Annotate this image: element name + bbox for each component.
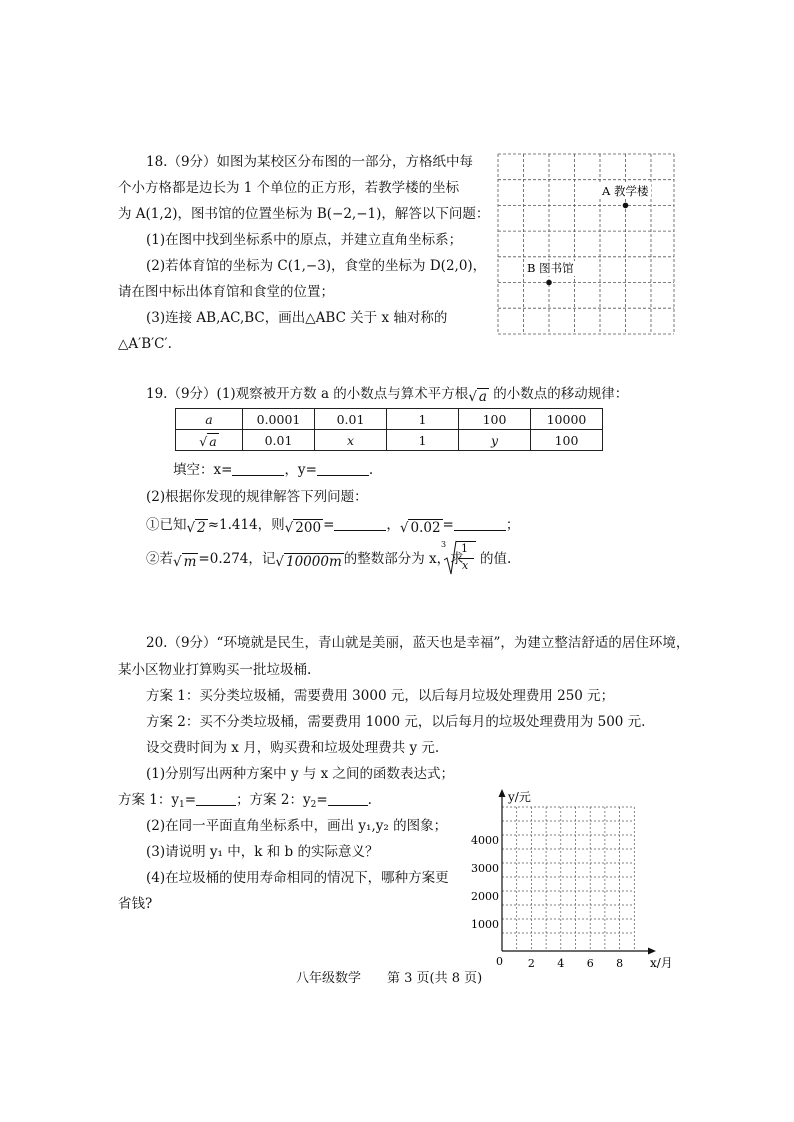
fill-y-label: ，y= xyxy=(284,462,317,478)
s1-text-a: ①已知 xyxy=(146,517,187,533)
y-tick-2000: 2000 xyxy=(471,890,499,903)
line7-end: . xyxy=(367,792,372,808)
campus-grid-figure xyxy=(496,152,676,337)
q19-sub2 xyxy=(146,550,464,571)
table-header-a: a xyxy=(176,409,243,430)
grid-lines xyxy=(498,154,674,334)
x-axis-arrow xyxy=(648,948,656,955)
sqrt-m-radicand: m xyxy=(183,554,197,570)
table-cell: x xyxy=(315,430,387,451)
q18-line-4: (1)在图中找到坐标系中的原点，并建立直角坐标系； xyxy=(146,232,463,248)
sqrt-10000m-radicand: 10000m xyxy=(286,554,342,570)
q18-line-6: 请在图中标出体育馆和食堂的位置； xyxy=(118,284,334,300)
sqrt-200-radicand: 200 xyxy=(295,520,322,536)
table-header-sqrt-a xyxy=(176,430,243,451)
blank-y1[interactable] xyxy=(196,792,236,806)
plan1-eq: = xyxy=(184,792,197,808)
grid-lines xyxy=(502,807,634,951)
plan2-y-label: ；方案 2：y xyxy=(236,792,311,808)
sqrt-0-02-radicand: 0.02 xyxy=(410,520,441,536)
y-tick-1000: 1000 xyxy=(471,918,499,931)
x-tick-8: 8 xyxy=(616,957,624,970)
x-tick-2: 2 xyxy=(527,957,535,970)
q18-line-7: (3)连接 AB,AC,BC，画出△ABC 关于 x 轴对称的 xyxy=(146,310,448,326)
q18-line-3: 为 A(1,2)，图书馆的位置坐标为 B(−2,−1)，解答以下问题： xyxy=(118,206,490,222)
point-b xyxy=(546,280,552,286)
table-cell: 0.01 xyxy=(315,409,387,430)
plan1-y-label: 方案 1：y xyxy=(118,792,180,808)
table-cell: 100 xyxy=(531,430,603,451)
s2-end: 的值. xyxy=(480,551,512,567)
q20-line-1: 20.（9分）“环境就是民生，青山就是美丽，蓝天也是幸福”，为建立整洁舒适的居住环境， xyxy=(146,635,690,651)
y-tick-3000: 3000 xyxy=(471,862,499,875)
sqrt-pattern-table xyxy=(175,408,603,451)
q18-line-1: 18.（9分）如图为某校区分布图的一部分，方格纸中每 xyxy=(146,154,474,170)
q19-part2: (2)根据你发现的规律解答下列问题： xyxy=(146,489,368,505)
sqrt-200: √ 200 xyxy=(284,520,322,536)
cube-root-index: 3 xyxy=(441,540,447,549)
label-b-library: B 图书馆 xyxy=(527,261,574,275)
table-row xyxy=(176,409,603,430)
table-cell: 100 xyxy=(459,409,531,430)
q19-sub1 xyxy=(146,516,519,537)
sqrt-2-radicand: 2 xyxy=(197,520,206,536)
q20-line-6: (1)分别写出两种方案中 y 与 x 之间的函数表达式； xyxy=(146,766,455,782)
sqrt-10000m: √ 10000m xyxy=(275,554,342,570)
sqrt-a-symbol: √ a xyxy=(468,389,487,405)
blank-y[interactable] xyxy=(317,462,369,476)
q19-intro-text-a: 19.（9分）(1)观察被开方数 a 的小数点与算术平方根 xyxy=(146,386,469,402)
radical-sign xyxy=(443,540,457,576)
sqrt-symbol: √ a xyxy=(199,434,217,449)
q19-intro xyxy=(146,385,628,406)
table-cell: y xyxy=(459,430,531,451)
page-footer: 八年级数学 第 3 页(共 8 页) xyxy=(296,971,483,986)
s1-comma: ， xyxy=(386,517,400,533)
blank-sqrt-0-02[interactable] xyxy=(454,517,506,531)
table-cell: 1 xyxy=(387,409,459,430)
cost-coordinate-grid xyxy=(470,785,673,970)
fill-x-label: 填空：x= xyxy=(173,462,233,478)
x-tick-6: 6 xyxy=(586,957,594,970)
s1-end: ； xyxy=(505,517,520,533)
cube-root-1-over-x xyxy=(441,540,481,576)
y-axis-arrow xyxy=(499,789,506,797)
q19-fill-line xyxy=(173,461,373,479)
q18-line-2: 个小方格都是边长为 1 个单位的正方形，若教学楼的坐标 xyxy=(118,180,460,196)
y-axis-label: y/元 xyxy=(508,790,531,804)
y-tick-4000: 4000 xyxy=(471,834,499,847)
table-cell: 0.0001 xyxy=(243,409,315,430)
q20-plan-1: 方案 1：买分类垃圾桶，需要费用 3000 元，以后每月垃圾处理费用 250 元； xyxy=(146,688,615,704)
blank-y2[interactable] xyxy=(328,792,368,806)
sqrt-2: √ 2 xyxy=(186,520,206,536)
q20-line-5: 设交费时间为 x 月，购买费和垃圾处理费共 y 元. xyxy=(146,740,440,756)
fraction-denominator: x xyxy=(462,559,469,572)
sqrt-radicand: a xyxy=(209,434,217,449)
q18-line-5: (2)若体育馆的坐标为 C(1,−3)，食堂的坐标为 D(2,0)， xyxy=(146,258,487,274)
q20-line-8: (2)在同一平面直角坐标系中，画出 y₁,y₂ 的图象； xyxy=(146,818,448,834)
blank-x[interactable] xyxy=(232,462,284,476)
sqrt-a-radicand: a xyxy=(478,389,487,405)
q20-plan-2: 方案 2：买不分类垃圾桶，需要费用 1000 元，以后每月的垃圾处理费用为 500 元. xyxy=(146,714,646,730)
q20-line-11: 省钱? xyxy=(118,896,153,912)
s1-eq-1: = xyxy=(323,517,335,533)
plan2-eq: = xyxy=(316,792,328,808)
table-row xyxy=(176,430,603,451)
s1-eq-2: = xyxy=(442,517,454,533)
q20-line-10: (4)在垃圾桶的使用寿命相同的情况下，哪种方案更 xyxy=(146,870,449,886)
table-cell: 10000 xyxy=(531,409,603,430)
label-a-teaching-building: A 教学楼 xyxy=(602,184,649,198)
s1-text-b: ≈1.414，则 xyxy=(207,517,285,533)
blank-sqrt-200[interactable] xyxy=(334,517,386,531)
x-axis-label: x/月 xyxy=(650,956,673,970)
sqrt-0-02: √ 0.02 xyxy=(399,520,441,536)
s2-text-c: 的整数部分为 x，求 xyxy=(343,551,464,567)
sqrt-m: √ m xyxy=(173,554,197,570)
origin-label: 0 xyxy=(496,955,503,968)
s2-text-b: =0.274，记 xyxy=(198,551,276,567)
table-cell: 0.01 xyxy=(243,430,315,451)
q20-line-7: 方案 1：$y_1=$ ；方案 2：$y_2=$ . xyxy=(118,792,372,810)
q19-intro-text-b: 的小数点的移动规律： xyxy=(493,386,629,402)
fill-end: . xyxy=(368,462,374,478)
x-tick-4: 4 xyxy=(557,957,565,970)
table-cell: 1 xyxy=(387,430,459,451)
q20-line-2: 某小区物业打算购买一批垃圾桶. xyxy=(118,662,312,678)
q18-line-8: △A′B′C′. xyxy=(118,336,172,352)
fraction-numerator: 1 xyxy=(461,542,468,555)
s2-text-a: ②若 xyxy=(146,551,173,567)
point-a xyxy=(623,203,629,209)
q20-line-9: (3)请说明 y₁ 中，k 和 b 的实际意义？ xyxy=(146,844,379,860)
